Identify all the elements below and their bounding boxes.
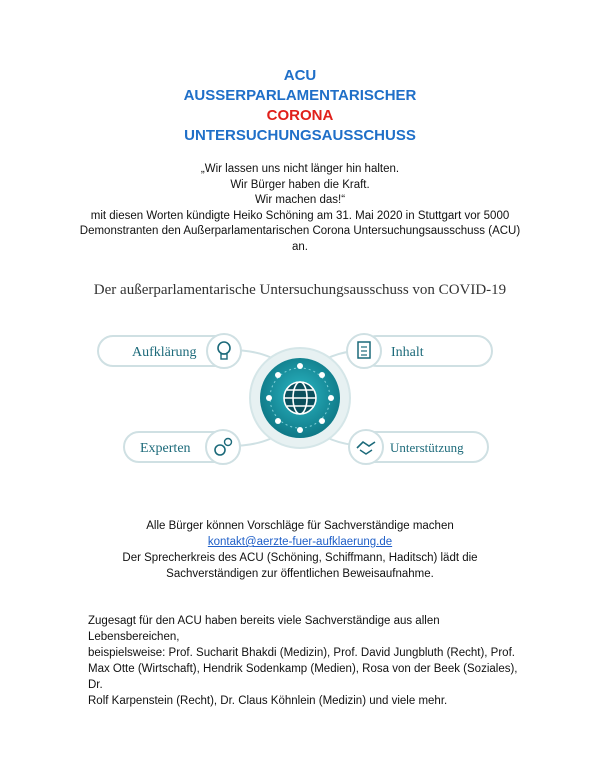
paragraph-line-3: Max Otte (Wirtschaft), Hendrik Sodenkamp (Medien), Rosa von der Beek (Soziales), Dr. <box>88 663 518 691</box>
title-block <box>0 66 600 146</box>
pill-aufklaerung <box>98 334 241 368</box>
quote-line-2: Wir Bürger haben die Kraft. <box>230 178 370 191</box>
pill-inhalt <box>347 334 492 368</box>
info-line-1: Alle Bürger können Vorschläge für Sachverständige machen <box>146 520 454 532</box>
experts-paragraph <box>88 613 528 709</box>
quote-line-3: Wir machen das!“ <box>254 194 346 206</box>
info-block <box>50 518 550 582</box>
label-aufklaerung: Aufklärung <box>132 345 197 360</box>
acu-diagram <box>80 274 520 484</box>
pill-experten <box>124 430 240 464</box>
title-ausserparlamentarischer: AUSSERPARLAMENTARISCHER <box>183 87 417 104</box>
pill-unterstuetzung <box>349 430 488 464</box>
quote-line-1: „Wir lassen uns nicht länger hin halten. <box>200 163 400 175</box>
quote-block <box>50 162 550 255</box>
paragraph-line-4: Rolf Karpenstein (Recht), Dr. Claus Köhnlein (Medizin) und viele mehr. <box>88 695 448 707</box>
globe-icon <box>284 382 316 414</box>
label-experten: Experten <box>140 441 191 456</box>
quote-line-6: an. <box>292 240 308 253</box>
title-acu: ACU <box>283 67 317 84</box>
paragraph-line-2: beispielsweise: Prof. Sucharit Bhakdi (Medizin), Prof. David Jungbluth (Recht), Prof. <box>88 647 515 659</box>
label-unterstuetzung: Unterstützung <box>390 440 464 455</box>
contact-email-link[interactable]: kontakt@aerzte-fuer-aufklaerung.de <box>207 536 393 548</box>
info-line-3: Sachverständigen zur öffentlichen Beweisaufnahme. <box>166 568 434 580</box>
info-line-2: Der Sprecherkreis des ACU (Schöning, Schiffmann, Haditsch) lädt die <box>122 552 478 564</box>
title-corona: CORONA <box>266 107 334 124</box>
central-hub <box>250 348 350 448</box>
quote-line-4: mit diesen Worten kündigte Heiko Schöning am 31. Mai 2020 in Stuttgart vor 5000 <box>90 209 510 222</box>
paragraph-line-1: Zugesagt für den ACU haben bereits viele Sachverständige aus allen Lebensbereichen, <box>88 615 440 643</box>
title-untersuchungsausschuss: UNTERSUCHUNGSAUSSCHUSS <box>184 127 416 144</box>
label-inhalt: Inhalt <box>391 345 424 360</box>
diagram-graphic <box>80 274 520 484</box>
diagram-title: Der außerparlamentarische Untersuchungsausschuss von COVID-19 <box>93 282 507 298</box>
quote-line-5: Demonstranten den Außerparlamentarischen Corona Untersuchungsausschuss (ACU) <box>79 225 521 237</box>
